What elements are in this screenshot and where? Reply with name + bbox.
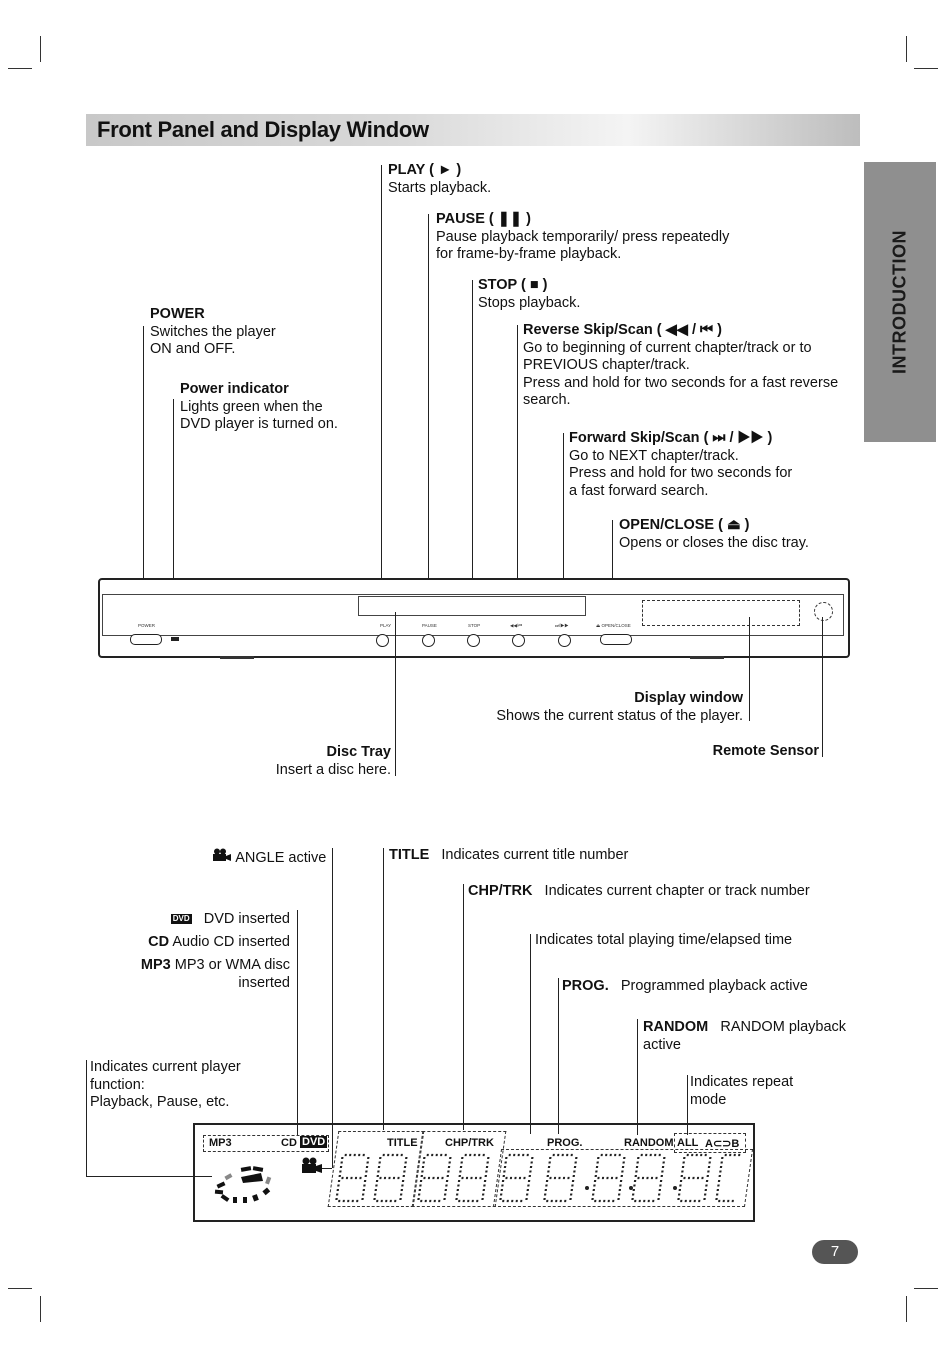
reverse-desc: search. [523, 392, 571, 408]
panel-label-rev: ◀◀/⏮ [510, 623, 523, 628]
leader-line [822, 617, 823, 757]
mp3-desc: MP3 or WMA disc [174, 957, 290, 973]
title-desc: Indicates current title number [441, 847, 629, 863]
power-desc: Switches the player [150, 323, 276, 340]
angle-camera-icon [301, 1157, 323, 1180]
prog-desc: Programmed playback active [620, 978, 808, 994]
leader-line [381, 165, 382, 633]
repeat-callout [690, 1074, 793, 1109]
cd-callout [100, 934, 290, 952]
lcd-random: RANDOM [624, 1137, 674, 1149]
lcd-ab: A⊂⊃B [705, 1138, 740, 1150]
forward-skip-button[interactable] [558, 634, 571, 647]
leader-line [530, 934, 531, 1134]
disc-tray-callout [240, 744, 391, 779]
panel-foot [220, 656, 254, 659]
crop-mark [40, 1296, 41, 1322]
crop-mark [8, 1288, 32, 1289]
pause-title: PAUSE ( ❚❚ ) [436, 211, 531, 227]
stop-desc: Stops playback. [478, 294, 581, 311]
prog-callout [562, 978, 808, 996]
panel-label-power: POWER [138, 623, 156, 628]
crop-mark [40, 36, 41, 62]
time-desc: Indicates total playing time/elapsed time [535, 932, 793, 948]
power-indicator-led [171, 637, 179, 641]
title-callout [389, 847, 628, 865]
power-callout [150, 306, 276, 359]
page-number: 7 [812, 1240, 858, 1264]
power-indicator-title: Power indicator [180, 381, 289, 397]
power-desc: ON and OFF. [150, 341, 236, 357]
forward-callout [569, 430, 792, 500]
forward-desc: Press and hold for two seconds for [569, 465, 793, 481]
leader-line [558, 978, 559, 1134]
pause-button[interactable] [422, 634, 435, 647]
chptrk-label: CHP/TRK [468, 883, 533, 899]
cd-desc: Audio CD inserted [172, 934, 290, 950]
function-desc: Playback, Pause, etc. [90, 1094, 230, 1110]
page-title: Front Panel and Display Window [97, 117, 429, 142]
dvd-desc: DVD inserted [203, 911, 290, 927]
function-desc: function: [90, 1076, 145, 1093]
open-close-desc: Opens or closes the disc tray. [619, 534, 809, 551]
repeat-desc: Indicates repeat [690, 1074, 794, 1090]
pause-callout [436, 211, 729, 264]
leader-line [395, 612, 396, 776]
play-title: PLAY ( ► ) [388, 162, 462, 178]
chptrk-desc: Indicates current chapter or track number [544, 883, 810, 899]
camera-icon [212, 850, 235, 866]
section-title-bar [86, 114, 860, 146]
open-close-button[interactable] [600, 634, 632, 645]
crop-mark [914, 1288, 938, 1289]
disc-tray-title: Disc Tray [326, 744, 391, 760]
leader-line [297, 910, 298, 1135]
mp3-desc: inserted [238, 974, 290, 991]
reverse-desc: Press and hold for two seconds for a fast reverse [523, 374, 839, 391]
leader-line [637, 1019, 638, 1135]
chptrk-callout [468, 883, 810, 901]
lcd-mp3: MP3 [209, 1137, 232, 1149]
lcd-chptrk: CHP/TRK [445, 1137, 494, 1149]
panel-foot [690, 656, 724, 659]
lcd-all: ALL [677, 1137, 699, 1149]
open-close-callout [619, 517, 809, 552]
panel-label-stop: STOP [468, 623, 481, 628]
leader-line [749, 617, 750, 721]
crop-mark [914, 68, 938, 69]
title-label: TITLE [389, 847, 430, 863]
seven-segment-digits [335, 1153, 745, 1208]
mp3-callout [100, 957, 290, 992]
random-desc: active [643, 1036, 681, 1053]
stop-callout [478, 277, 580, 312]
remote-sensor-title: Remote Sensor [712, 743, 819, 759]
leader-line [86, 1060, 87, 1176]
function-callout [90, 1059, 241, 1112]
forward-desc: a fast forward search. [569, 482, 709, 499]
power-indicator-desc: Lights green when the [180, 398, 323, 415]
disc-tray [358, 596, 586, 616]
lcd-cd: CD [281, 1137, 297, 1149]
angle-callout [212, 848, 326, 868]
repeat-desc: mode [690, 1091, 727, 1108]
reverse-desc: PREVIOUS chapter/track. [523, 357, 690, 373]
prog-label: PROG. [562, 978, 609, 994]
play-desc: Starts playback. [388, 179, 492, 196]
crop-mark [8, 68, 32, 69]
leader-line [332, 848, 333, 1168]
display-window [642, 600, 800, 626]
power-title: POWER [150, 306, 205, 322]
leader-line [383, 848, 384, 1130]
lcd-dvd: DVD [302, 1136, 326, 1148]
dvd-player-front-panel [98, 578, 850, 658]
leader-line [463, 884, 464, 1130]
function-desc: Indicates current player [90, 1059, 241, 1075]
time-callout [535, 932, 792, 950]
reverse-desc: Go to beginning of current chapter/track or to [523, 339, 812, 356]
pause-desc: Pause playback temporarily/ press repeatedly [436, 228, 730, 245]
power-indicator-callout [180, 381, 338, 434]
side-tab-label: INTRODUCTION [889, 230, 910, 374]
play-button[interactable] [376, 634, 389, 647]
function-spinner-icon [211, 1153, 285, 1208]
display-window-desc: Shows the current status of the player. [496, 707, 743, 724]
lcd-prog: PROG. [547, 1137, 583, 1149]
remote-sensor-callout [690, 743, 819, 761]
display-window-diagram [193, 1123, 755, 1222]
disc-type-callout [100, 911, 290, 929]
crop-mark [906, 1296, 907, 1322]
reverse-title: Reverse Skip/Scan ( ◀◀ / ⏮ ) [523, 322, 722, 338]
dvd-icon: DVD [172, 914, 190, 923]
pause-desc: for frame-by-frame playback. [436, 246, 622, 262]
panel-label-play: PLAY [380, 623, 392, 628]
mp3-label: MP3 [140, 957, 171, 973]
forward-title: Forward Skip/Scan ( ⏭ / ▶▶ ) [569, 430, 773, 446]
display-window-title: Display window [634, 690, 743, 706]
open-close-title: OPEN/CLOSE ( ⏏ ) [619, 517, 750, 533]
play-callout [388, 162, 491, 197]
panel-label-fwd: ⏭/▶▶ [555, 623, 569, 628]
random-label: RANDOM [643, 1019, 709, 1035]
angle-desc: ANGLE active [235, 850, 327, 866]
random-callout [643, 1019, 846, 1054]
stop-button[interactable] [467, 634, 480, 647]
stop-title: STOP ( ■ ) [478, 277, 548, 293]
panel-label-open: ⏏ OPEN/CLOSE [596, 623, 631, 628]
leader-line [428, 214, 429, 633]
power-button[interactable] [130, 634, 162, 645]
forward-desc: Go to NEXT chapter/track. [569, 447, 739, 464]
cd-label: CD [148, 934, 170, 950]
reverse-callout [523, 322, 838, 410]
reverse-skip-button[interactable] [512, 634, 525, 647]
random-desc: RANDOM playback [720, 1019, 847, 1035]
crop-mark [906, 36, 907, 62]
power-indicator-desc: DVD player is turned on. [180, 416, 338, 432]
side-tab [864, 162, 936, 442]
lcd-title: TITLE [387, 1137, 418, 1149]
disc-tray-desc: Insert a disc here. [275, 761, 391, 778]
remote-sensor [814, 602, 833, 621]
display-window-callout [440, 690, 743, 725]
panel-label-pause: PAUSE [422, 623, 437, 628]
